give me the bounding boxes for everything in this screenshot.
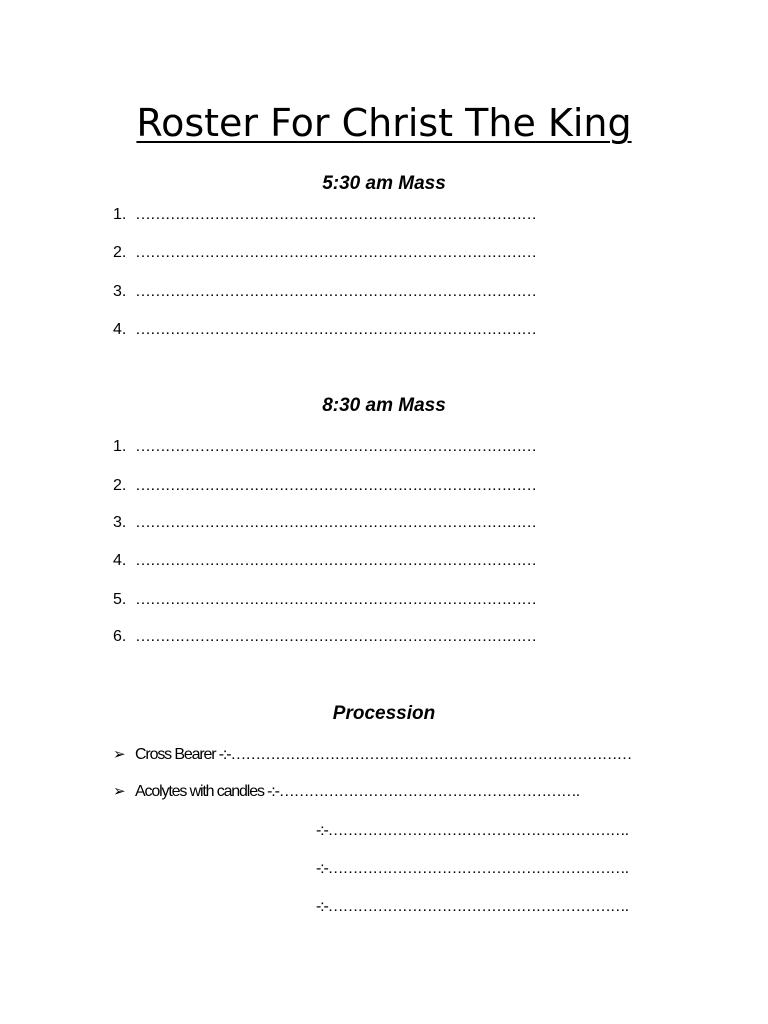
blank-line: ……………………………………………………………………… bbox=[135, 321, 536, 338]
list-number: 4. bbox=[113, 321, 127, 338]
list-number: 6. bbox=[113, 628, 127, 645]
section-heading-procession: Procession bbox=[332, 703, 436, 724]
acolyte-continuation-line bbox=[316, 859, 628, 879]
list-item bbox=[113, 243, 536, 263]
procession-item-acolytes bbox=[113, 782, 579, 802]
blank-line: ……………………………………………………………………… bbox=[135, 591, 536, 608]
blank-line: ……………………………………………………………………… bbox=[135, 244, 536, 261]
list-item bbox=[113, 282, 536, 302]
cross-bearer-line: Cross Bearer -:-……………………………………………………………………… bbox=[135, 746, 632, 763]
procession-item-cross-bearer bbox=[113, 745, 631, 765]
list-number: 3. bbox=[113, 283, 127, 300]
arrow-bullet-icon: ➢ bbox=[113, 783, 126, 800]
list-item bbox=[113, 590, 536, 610]
list-number: 4. bbox=[113, 552, 127, 569]
list-item bbox=[113, 551, 536, 571]
list-item bbox=[113, 320, 536, 340]
blank-line: -:-……………………………………………………. bbox=[316, 860, 628, 877]
acolyte-continuation-line bbox=[316, 821, 628, 841]
list-number: 3. bbox=[113, 514, 127, 531]
blank-line: ……………………………………………………………………… bbox=[135, 283, 536, 300]
blank-line: -:-……………………………………………………. bbox=[316, 898, 628, 915]
list-item bbox=[113, 476, 536, 496]
list-number: 2. bbox=[113, 244, 127, 261]
list-item bbox=[113, 205, 536, 225]
list-item bbox=[113, 437, 536, 457]
list-number: 1. bbox=[113, 438, 127, 455]
acolytes-line: Acolytes with candles -:-……………………………………………………. bbox=[135, 783, 580, 800]
blank-line: ……………………………………………………………………… bbox=[135, 206, 536, 223]
blank-line: ……………………………………………………………………… bbox=[135, 514, 536, 531]
page-title: Roster For Christ The King bbox=[136, 101, 632, 145]
blank-line: ……………………………………………………………………… bbox=[135, 477, 536, 494]
list-item bbox=[113, 627, 536, 647]
section-heading-830: 8:30 am Mass bbox=[322, 395, 446, 416]
blank-line: -:-……………………………………………………. bbox=[316, 822, 628, 839]
blank-line: ……………………………………………………………………… bbox=[135, 628, 536, 645]
blank-line: ……………………………………………………………………… bbox=[135, 438, 536, 455]
list-number: 2. bbox=[113, 477, 127, 494]
acolyte-continuation-line bbox=[316, 897, 628, 917]
list-number: 5. bbox=[113, 591, 127, 608]
section-heading-530: 5:30 am Mass bbox=[322, 173, 446, 194]
blank-line: ……………………………………………………………………… bbox=[135, 552, 536, 569]
arrow-bullet-icon: ➢ bbox=[113, 746, 126, 763]
list-item bbox=[113, 513, 536, 533]
list-number: 1. bbox=[113, 206, 127, 223]
